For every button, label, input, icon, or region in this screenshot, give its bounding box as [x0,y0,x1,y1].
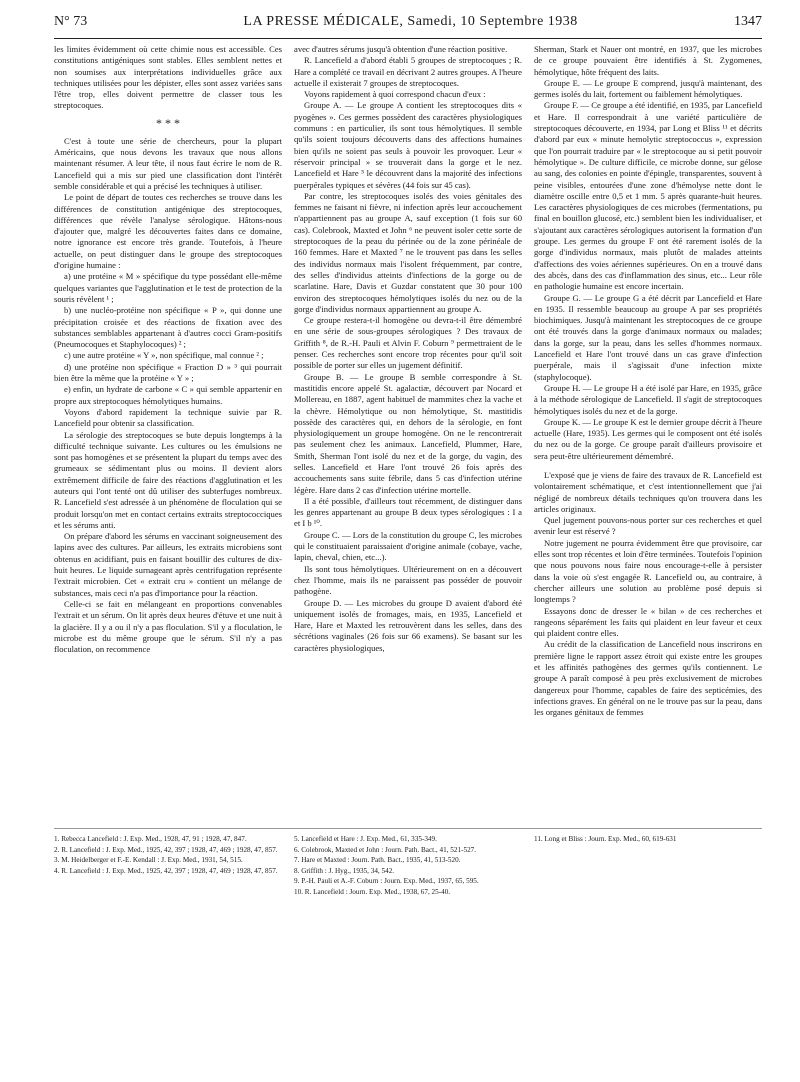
paragraph: Essayons donc de dresser le « bilan » de ces recherches et rangeons séparément les faits qui plaident en leur faveur et ceux qui plaident contre elles. [534,605,762,639]
page-number: 1347 [733,14,762,29]
footnote: 9. P.-H. Pauli et A.-F. Coburn : Journ. Exp. Med., 1937, 65, 595. [294,877,479,886]
footnote: 7. Hare et Maxted : Journ. Path. Bact., 1935, 41, 513-520. [294,856,461,865]
list-item: c) une autre protéine « Y », non spécifique, mal connue ² ; [64,350,264,361]
footnotes-column-1 [54,835,282,899]
paragraph: Voyons rapidement à quoi correspond chacun d'eux : [304,89,486,100]
section-separator: * * * [156,115,180,130]
paragraph: Au crédit de la classification de Lancefield nous inscrirons en première ligne le rapport assez étroit qui existe entre les groupes et les affinités pathogènes des germes qu'ils contiennent. Le groupe A paraît composé à peu près exclusivement de microbes dangereux pour l'homme, capables de faire des septicémies, des infections graves. En général on ne le trouve pas sur la peau, dans les organes génitaux de femmes [534,639,762,718]
paragraph: Le point de départ de toutes ces recherches se trouve dans les différences de constitution antigénique des streptocoques, différences que révèle l'analyse sérologique. Hâtons-nous d'ajouter que, malgré les découvertes faites dans ce domaine, notre ignorance est encore très grande. Toutefois, à l'heure actuelle, on peut distinguer dans le groupe des streptocoques d'origine humaine : [54,192,282,271]
paragraph: Par contre, les streptocoques isolés des voies génitales des femmes ne faisant ni fièvre, ni infection après leur accouchement n'appartiennent pas au groupe A, sauf exception (1 fois sur 60 cas). Colebrook, Maxted et John ⁶ ne peuvent isoler cette sorte de streptocoques de la peau du périnée ou de la zone périnéale de 160 femmes. Hare et Maxted ⁷ ne le trouvent pas dans les selles des individus normaux mais l'isolent fréquemment, par contre, des selles d'individus atteints d'infections de la gorge ou de scarlatine. Hare, Davis et Guzdar constatent que 30 pour 100 environ des streptocoques hémolytiques isolés du nez ou de la gorge d'individus normaux appartiennent au groupe A. [294,190,522,314]
paragraph: On prépare d'abord les sérums en vaccinant soigneusement des lapins avec des cultures. Par ailleurs, les extraits microbiens sont obtenus en acidifiant, puis en faisant bouillir des cultures de dix-huit heures. Le liquide surnageant après centrifugation représente l'extrait microbien. Cet « extrait cru » contient un mélange de substances, mais ceci n'a pas d'importance pour la réaction. [54,531,282,598]
footnotes [54,828,762,899]
list-item: a) une protéine « M » spécifique du type possédant elle-même quelques variantes que l'agglutination et le test de protection de la souris révèlent ¹ ; [54,271,282,304]
footnotes-column-2 [294,835,522,899]
paragraph: Ce groupe restera-t-il homogène ou devra-t-il être démembré en une série de sous-groupes sérologiques ? Des travaux de Griffith ⁸, de R.-H. Pauli et Alvin F. Coburn ⁹ permettraient de le penser. Ces recherches sont encore trop récentes pour qu'il soit possible de porter sur elles un jugement définitif. [294,315,522,371]
footnote: 10. R. Lancefield : Journ. Exp. Med., 1938, 67, 25-40. [294,887,451,896]
paragraph: Celle-ci se fait en mélangeant en proportions convenables l'extrait et un sérum. On lit après deux heures d'étuve et une nuit à la glacière. Il y a ou il n'y a pas floculation. S'il y a floculation, le microbe est du même groupe que le sérum. S'il n'y a pas floculation, on recommence [54,598,282,655]
paragraph: Sherman, Stark et Nauer ont montré, en 1937, que les microbes de ce groupe pouvaient être identifiés à St. Zygomenes, hémolytique, hôte fréquent des laits. [534,44,762,77]
group-d-paragraph: Groupe D. — Les microbes du groupe D avaient d'abord été uniquement isolés de fromages, mais, en 1935, Lancefield et Hare, Hare et Maxted les retrouvèrent dans les selles, dans des sécrétions vaginales (26 fois sur 66 examens). Se basant sur les caractères physiologiques, [294,597,522,653]
footnote: 2. R. Lancefield : J. Exp. Med., 1925, 42, 397 ; 1928, 47, 469 ; 1928, 47, 857. [54,845,278,854]
footnote: 5. Lancefield et Hare : J. Exp. Med., 61, 335-349. [294,835,437,843]
list-item: d) une protéine non spécifique « Fraction D » ³ qui pourrait bien être la même que la protéine « Y » ; [54,361,282,384]
group-b-paragraph: Groupe B. — Le groupe B semble correspondre à St. mastitidis encore appelé St. agalactiæ, découvert par Nocard et Mollereau, en 1887, agent habituel de mammites chez la vache et la chèvre. Hémolytique ou non hémolytique, St. mastitidis possède des caractères qui, en dehors de la sérologie, en font physiologiquement un groupe homogène. On ne le rencontrerait pas seulement chez les animaux. Lancefield, Plummer, Hare, Smith, Sherman l'ont isolé du nez et de la gorge, du vagin, des selles. Lancefield et Hare l'ont trouvé 26 fois après des accouchements sans suite fébrile, dans 5 cas d'infection utérine légère. Hare dans 2 cas d'infection utérine mortelle. [294,371,522,495]
footnote: 6. Colebrook, Maxted et John : Journ. Path. Bact., 41, 521-527. [294,845,477,854]
group-a-paragraph: Groupe A. — Le groupe A contient les streptocoques dits « pyogènes ». Ces germes possèdent des caractères physiologiques communs : en particulier, ils sont tous hémolytiques. Il semble qu'ils soient toujours découverts dans des affections humaines bien qu'ils ne soient pas seuls à pouvoir les provoquer. Leur « réservoir principal » se trouverait dans la gorge et le nez. Lancefield et Hare ⁵ le découvrent dans la majorité des infections puerpérales typiques et sévères (44 fois sur 45 cas). [294,100,522,190]
paragraph: les limites évidemment où cette chimie nous est accessible. Ces constitutions antigéniques sont stables. Elles semblent nettes et non soumises aux interprétations individuelles grâce aux techniques utilisées pour les dépister, elles sont assez variées sans l'être trop, elles doivent permettre de classer tous les streptocoques. [54,44,282,111]
footnote: 3. M. Heidelberger et F.-E. Kendall : J. Exp. Med., 1931, 54, 515. [54,856,243,865]
paragraph: La sérologie des streptocoques se bute depuis longtemps à la difficulté technique suivante. Les cultures ou les émulsions ne sont pas homogènes et se présentent la plupart du temps avec des grumeaux se sédimentant plus ou moins. Il devient alors extrêmement difficile de faire des réactions d'agglutination et les auteurs qui l'ont tenté ont dû utiliser des subterfuges nombreux. R. Lancefield s'est adressée à un phénomène de floculation qui se produit lorsqu'on met en contact certains extraits streptococciques et les sérums anti. [54,429,282,530]
paragraph: Il a été possible, d'ailleurs tout récemment, de distinguer dans les genres appartenant au groupe B deux types sérologiques : I a et I b ¹⁰. [294,495,522,529]
footnote: 8. Griffith : J. Hyg., 1935, 34, 542. [294,866,395,875]
footnotes-column-3 [534,835,762,899]
paragraph: Quel jugement pouvons-nous porter sur ces recherches et quel avenir leur est réservé ? [534,515,762,537]
journal-title: LA PRESSE MÉDICALE, Samedi, 10 Septembre 1938 [243,14,578,29]
group-c-paragraph: Groupe C. — Lors de la constitution du groupe C, les microbes qui le constituaient paraissaient d'origine animale (cobaye, vache, lapin, cheval, chien, etc...). [294,529,522,563]
article-body [54,44,762,814]
paragraph: R. Lancefield a d'abord établi 5 groupes de streptocoques ; R. Hare a complété ce travail en décrivant 2 autres groupes. A l'heure actuelle il existerait 7 groupes de streptocoques. [294,55,522,88]
column-1 [54,44,282,814]
list-item: e) enfin, un hydrate de carbone « C » qui semble appartenir en propre aux streptocoques hémolytiques humains. [54,384,282,406]
footnote: 4. R. Lancefield : J. Exp. Med., 1925, 42, 397 ; 1928, 47, 469 ; 1928, 47, 857. [54,866,278,875]
paragraph: avec d'autres sérums jusqu'à obtention d'une réaction positive. [294,44,508,54]
group-f-paragraph: Groupe F. — Ce groupe a été identifié, en 1935, par Lancefield et Hare. Il correspondrait à une variété particulière de streptocoques découverte, en 1934, par Long et Bliss ¹¹ et décrits d'abord par eux « minute hemolytic streptococcus », expression que l'on pourrait traduire par « le streptocoque au si petit pouvoir hémolytique ». De culture difficile, ce microbe donne, sur gélose au sang, des colonies en pointe d'épingle, transparentes, souvent à peine visibles, entourées d'une zone d'hémolyse nette dont le diamètre oscille entre 0,5 et 1 mm. 5 après quarante-huit heures. Les caractères physiologiques de ces microbes (fermentations, pu final en bouillon glucosé, etc.) semblent bien les individualiser, et s'ajoutant aux caractères sérologiques autorisent la formation d'un groupe. Les germes du groupe F ont été rarement isolés de la gorge d'individus normaux, mais plutôt de malades atteints d'affections des voies aériennes supérieures. On en a trouvé dans des abcès, dans des cas d'inflammation des sinus, etc... Leur rôle en pathologie humaine est encore incertain. [534,100,762,292]
column-2 [294,44,522,814]
paragraph: C'est à toute une série de chercheurs, pour la plupart Américains, que nous devons les travaux que nous allons maintenant résumer. A leur tête, il nous faut écrire le nom de R. Lancefield qui a mis sur pied une classification dont l'intérêt semble considérable et qui a précisé les techniques à utiliser. [54,135,282,191]
paragraph: L'exposé que je viens de faire des travaux de R. Lancefield est volontairement schématique, et c'est intentionnellement que j'ai négligé de nombreux détails techniques qu'on trouvera dans les articles originaux. [534,469,762,514]
column-3 [534,44,762,814]
group-h-paragraph: Groupe H. — Le groupe H a été isolé par Hare, en 1935, grâce à la méthode sérologique de Lancefield. Il s'agit de streptocoques hémolytiques isolés du nez et de la gorge. [534,382,762,416]
group-e-paragraph: Groupe E. — Le groupe E comprend, jusqu'à maintenant, des germes isolés du lait, fortement ou faiblement hémolytiques. [534,77,762,100]
list-item: b) une nucléo-protéine non spécifique « P », qui donne une précipitation croisée et des réactions de fixation avec des substances semblables appartenant à d'autres cocci Gram-positifs (Pneumocoques et Staphylocoques) ² ; [54,305,282,350]
page-header [54,14,762,39]
paragraph: Voyons d'abord rapidement la technique suivie par R. Lancefield pour obtenir sa classification. [54,406,282,429]
issue-number: N° 73 [54,14,88,29]
footnote: 1. Rebecca Lancefield : J. Exp. Med., 1928, 47, 91 ; 1928, 47, 847. [54,835,247,843]
group-g-paragraph: Groupe G. — Le groupe G a été décrit par Lancefield et Hare en 1935. Il ressemble beaucoup au groupe A par ses propriétés biochimiques. Jusqu'à maintenant les streptocoques de ce groupe ont été trouvés dans la gorge d'animaux normaux ou malades; dans la gorge, sur la peau, dans les selles d'hommes normaux. Lancefield et Hare l'ont trouvé dans un cas grave d'infection puerpérale, mais il s'agissait d'une infection mixte (staphylocoque). [534,292,762,382]
paragraph: Ils sont tous hémolytiques. Ultérieurement on en a découvert chez l'homme, mais ils ne paraissent pas posséder de pouvoir pathogène. [294,563,522,597]
paragraph: Notre jugement ne pourra évidemment être que provisoire, car elles sont trop récentes et loin d'être terminées. Toutefois l'opinion que nous pouvons nous faire nous encourage-t-elle à persister dans la voie où s'est engagée R. Lancefield ou, au contraire, à chercher ailleurs une solution au problème posé depuis si longtemps ? [534,537,762,605]
group-k-paragraph: Groupe K. — Le groupe K est le dernier groupe décrit à l'heure actuelle (Hare, 1935). Les germes qui le composent ont été isolés du nez ou de la gorge. Ce groupe paraît d'ailleurs provisoire et sera peut-être ultérieurement démembré. [534,416,762,461]
footnote: 11. Long et Bliss : Journ. Exp. Med., 60, 619-631 [534,835,677,843]
